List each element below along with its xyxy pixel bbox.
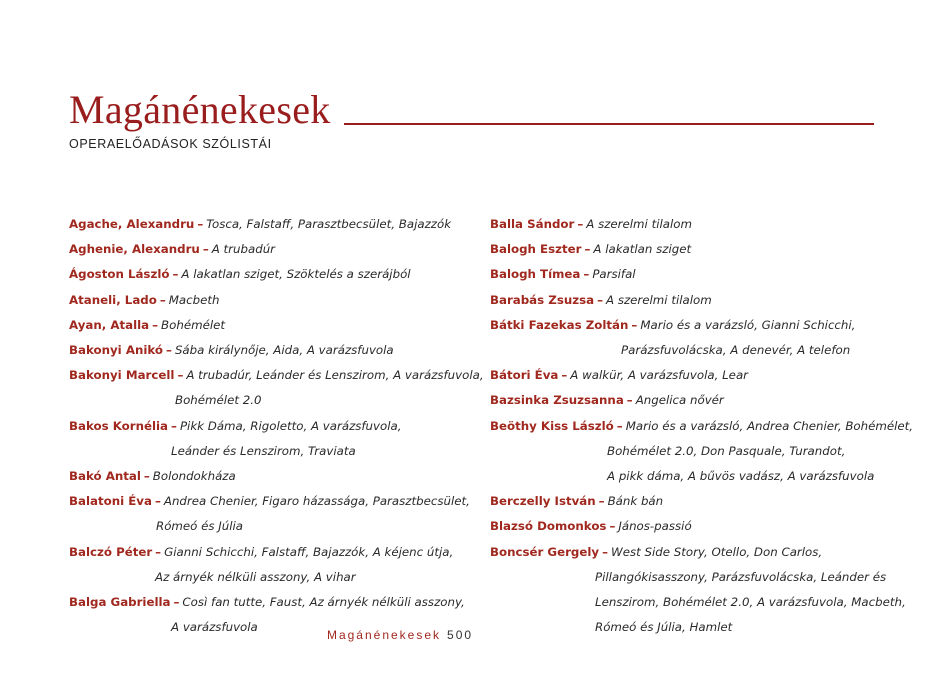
singer-works: A lakatlan sziget	[593, 242, 692, 257]
singer-works: A szerelmi tilalom	[586, 217, 692, 231]
separator-dash: –	[616, 418, 623, 433]
singer-name: Agache, Alexandru	[69, 217, 195, 231]
singer-entry	[490, 262, 890, 287]
page-title: Magánénekesek	[69, 87, 331, 132]
singer-name: Bazsinka Zsuzsanna	[490, 393, 624, 408]
singer-name: Aghenie, Alexandru	[69, 242, 200, 257]
singer-works: Bohémélet	[161, 317, 225, 332]
singer-entry	[69, 313, 479, 338]
right-column	[490, 212, 914, 640]
singer-works-continued: Bohémélet 2.0, Don Pasquale, Turandot,	[607, 443, 846, 458]
singer-works-continued: Rómeó és Júlia	[156, 519, 244, 534]
singer-name: Bakonyi Anikó	[69, 343, 164, 358]
separator-dash: –	[155, 544, 162, 559]
singer-entry	[490, 237, 890, 262]
separator-dash: –	[202, 242, 209, 257]
singer-name: Bakonyi Marcell	[69, 368, 175, 383]
separator-dash: –	[177, 368, 184, 383]
singer-name: Ágoston László	[69, 267, 170, 282]
singer-entry	[69, 338, 479, 363]
singer-works: Macbeth	[168, 292, 220, 307]
separator-dash: –	[577, 217, 584, 231]
singer-works: Pikk Dáma, Rigoletto, A varázsfuvola,	[179, 418, 402, 433]
singer-name: Barabás Zsuzsa	[490, 292, 595, 307]
footer-title: Magánénekesek	[326, 628, 442, 642]
singer-name: Berczelly István	[490, 494, 596, 509]
singer-works: Mario és a varázsló, Andrea Chenier, Bohémélet,	[625, 418, 914, 433]
singer-name: Balogh Tímea	[490, 267, 581, 282]
singer-works-continued: Lenszirom, Bohémélet 2.0, A varázsfuvola, Macbeth,	[595, 595, 906, 610]
singer-works-continued: Pillangókisasszony, Parázsfuvolácska, Leánder és	[595, 569, 887, 584]
singer-name: Blazsó Domonkos	[490, 519, 607, 534]
singer-name: Balla Sándor	[490, 217, 575, 231]
singer-works: Gianni Schicchi, Falstaff, Bajazzók, A kéjenc útja,	[164, 544, 454, 559]
singer-name: Ayan, Atalla	[69, 317, 150, 332]
singer-entry	[490, 388, 890, 413]
singer-entry	[490, 514, 890, 539]
singer-entry	[490, 313, 890, 363]
singer-works: Tosca, Falstaff, Parasztbecsület, Bajazzók	[206, 217, 452, 231]
separator-dash: –	[172, 267, 179, 282]
separator-dash: –	[583, 267, 590, 282]
singer-works-continued: A varázsfuvola	[171, 620, 258, 635]
singer-name: Bátori Éva	[490, 368, 559, 383]
singer-name: Bakó Antal	[69, 469, 141, 484]
separator-dash: –	[171, 418, 177, 433]
singer-works: Bolondokháza	[152, 469, 236, 484]
singer-works-continued: Bohémélet 2.0	[175, 393, 262, 408]
singer-name: Boncsér Gergely	[490, 544, 600, 559]
singer-works: Mario és a varázsló, Gianni Schicchi,	[640, 317, 856, 332]
page-subtitle: OPERAELŐADÁSOK SZÓLISTÁI	[69, 137, 272, 151]
separator-dash: –	[197, 217, 204, 231]
singer-works: West Side Story, Otello, Don Carlos,	[611, 544, 823, 559]
separator-dash: –	[143, 469, 150, 484]
singer-entry	[490, 414, 914, 490]
separator-dash: –	[598, 494, 605, 509]
separator-dash: –	[561, 368, 568, 383]
singer-name: Balogh Eszter	[490, 242, 582, 257]
singer-entry	[490, 489, 890, 514]
separator-dash: –	[626, 393, 633, 408]
singer-name: Bátki Fazekas Zoltán	[490, 317, 629, 332]
singer-works-continued: Az árnyék nélküli asszony, A vihar	[155, 569, 356, 584]
singer-works-continued: Parázsfuvolácska, A denevér, A telefon	[621, 343, 851, 358]
separator-dash: –	[166, 343, 172, 358]
page-footer	[0, 628, 800, 642]
singer-name: Ataneli, Lado	[69, 292, 157, 307]
singer-works: Sába királynője, Aida, A varázsfuvola	[174, 343, 394, 358]
singer-entry	[69, 489, 479, 539]
separator-dash: –	[173, 595, 180, 610]
separator-dash: –	[602, 544, 609, 559]
singer-name: Bakos Kornélia	[69, 418, 169, 433]
singer-entry	[69, 212, 479, 237]
singer-works: Parsifal	[592, 267, 636, 282]
singer-entry	[69, 288, 479, 313]
separator-dash: –	[584, 242, 591, 257]
singer-works-continued: A pikk dáma, A bűvös vadász, A varázsfuvola	[607, 469, 875, 484]
singer-name: Balga Gabriella	[69, 595, 171, 610]
singer-name: Beöthy Kiss László	[490, 418, 614, 433]
singer-works: A trubadúr, Leánder és Lenszirom, A varázsfuvola,	[186, 368, 484, 383]
singer-works: Andrea Chenier, Figaro házassága, Parasztbecsület,	[163, 494, 470, 509]
separator-dash: –	[631, 317, 638, 332]
singer-entry	[490, 212, 890, 237]
singer-name: Balatoni Éva	[69, 494, 152, 509]
separator-dash: –	[609, 519, 616, 534]
singer-entry	[69, 464, 479, 489]
left-column	[69, 212, 484, 640]
singer-name: Balczó Péter	[69, 544, 153, 559]
singer-entry	[69, 262, 479, 287]
separator-dash: –	[159, 292, 166, 307]
singer-entry	[69, 540, 479, 590]
singer-works: A lakatlan sziget, Szöktelés a szerájból	[181, 267, 411, 282]
singer-works: Angelica nővér	[635, 393, 724, 408]
singer-entry	[490, 288, 890, 313]
singer-works-continued: Leánder és Lenszirom, Traviata	[171, 443, 356, 458]
singer-works: A trubadúr	[211, 242, 276, 257]
separator-dash: –	[152, 317, 159, 332]
singer-works: János-passió	[618, 519, 692, 534]
separator-dash: –	[154, 494, 161, 509]
singer-entry	[69, 363, 484, 413]
singer-entry	[69, 237, 479, 262]
singer-entry	[490, 540, 906, 641]
singer-works: Così fan tutte, Faust, Az árnyék nélküli asszony,	[182, 595, 465, 610]
singer-works: A szerelmi tilalom	[606, 292, 712, 307]
singer-works: Bánk bán	[607, 494, 664, 509]
separator-dash: –	[597, 292, 603, 307]
page-number: 500	[447, 628, 474, 642]
singer-entry	[490, 363, 890, 388]
singer-entry	[69, 414, 479, 464]
singer-works: A walkür, A varázsfuvola, Lear	[570, 368, 749, 383]
singer-works-continued: Rómeó és Júlia, Hamlet	[595, 620, 733, 635]
title-rule	[344, 123, 874, 125]
